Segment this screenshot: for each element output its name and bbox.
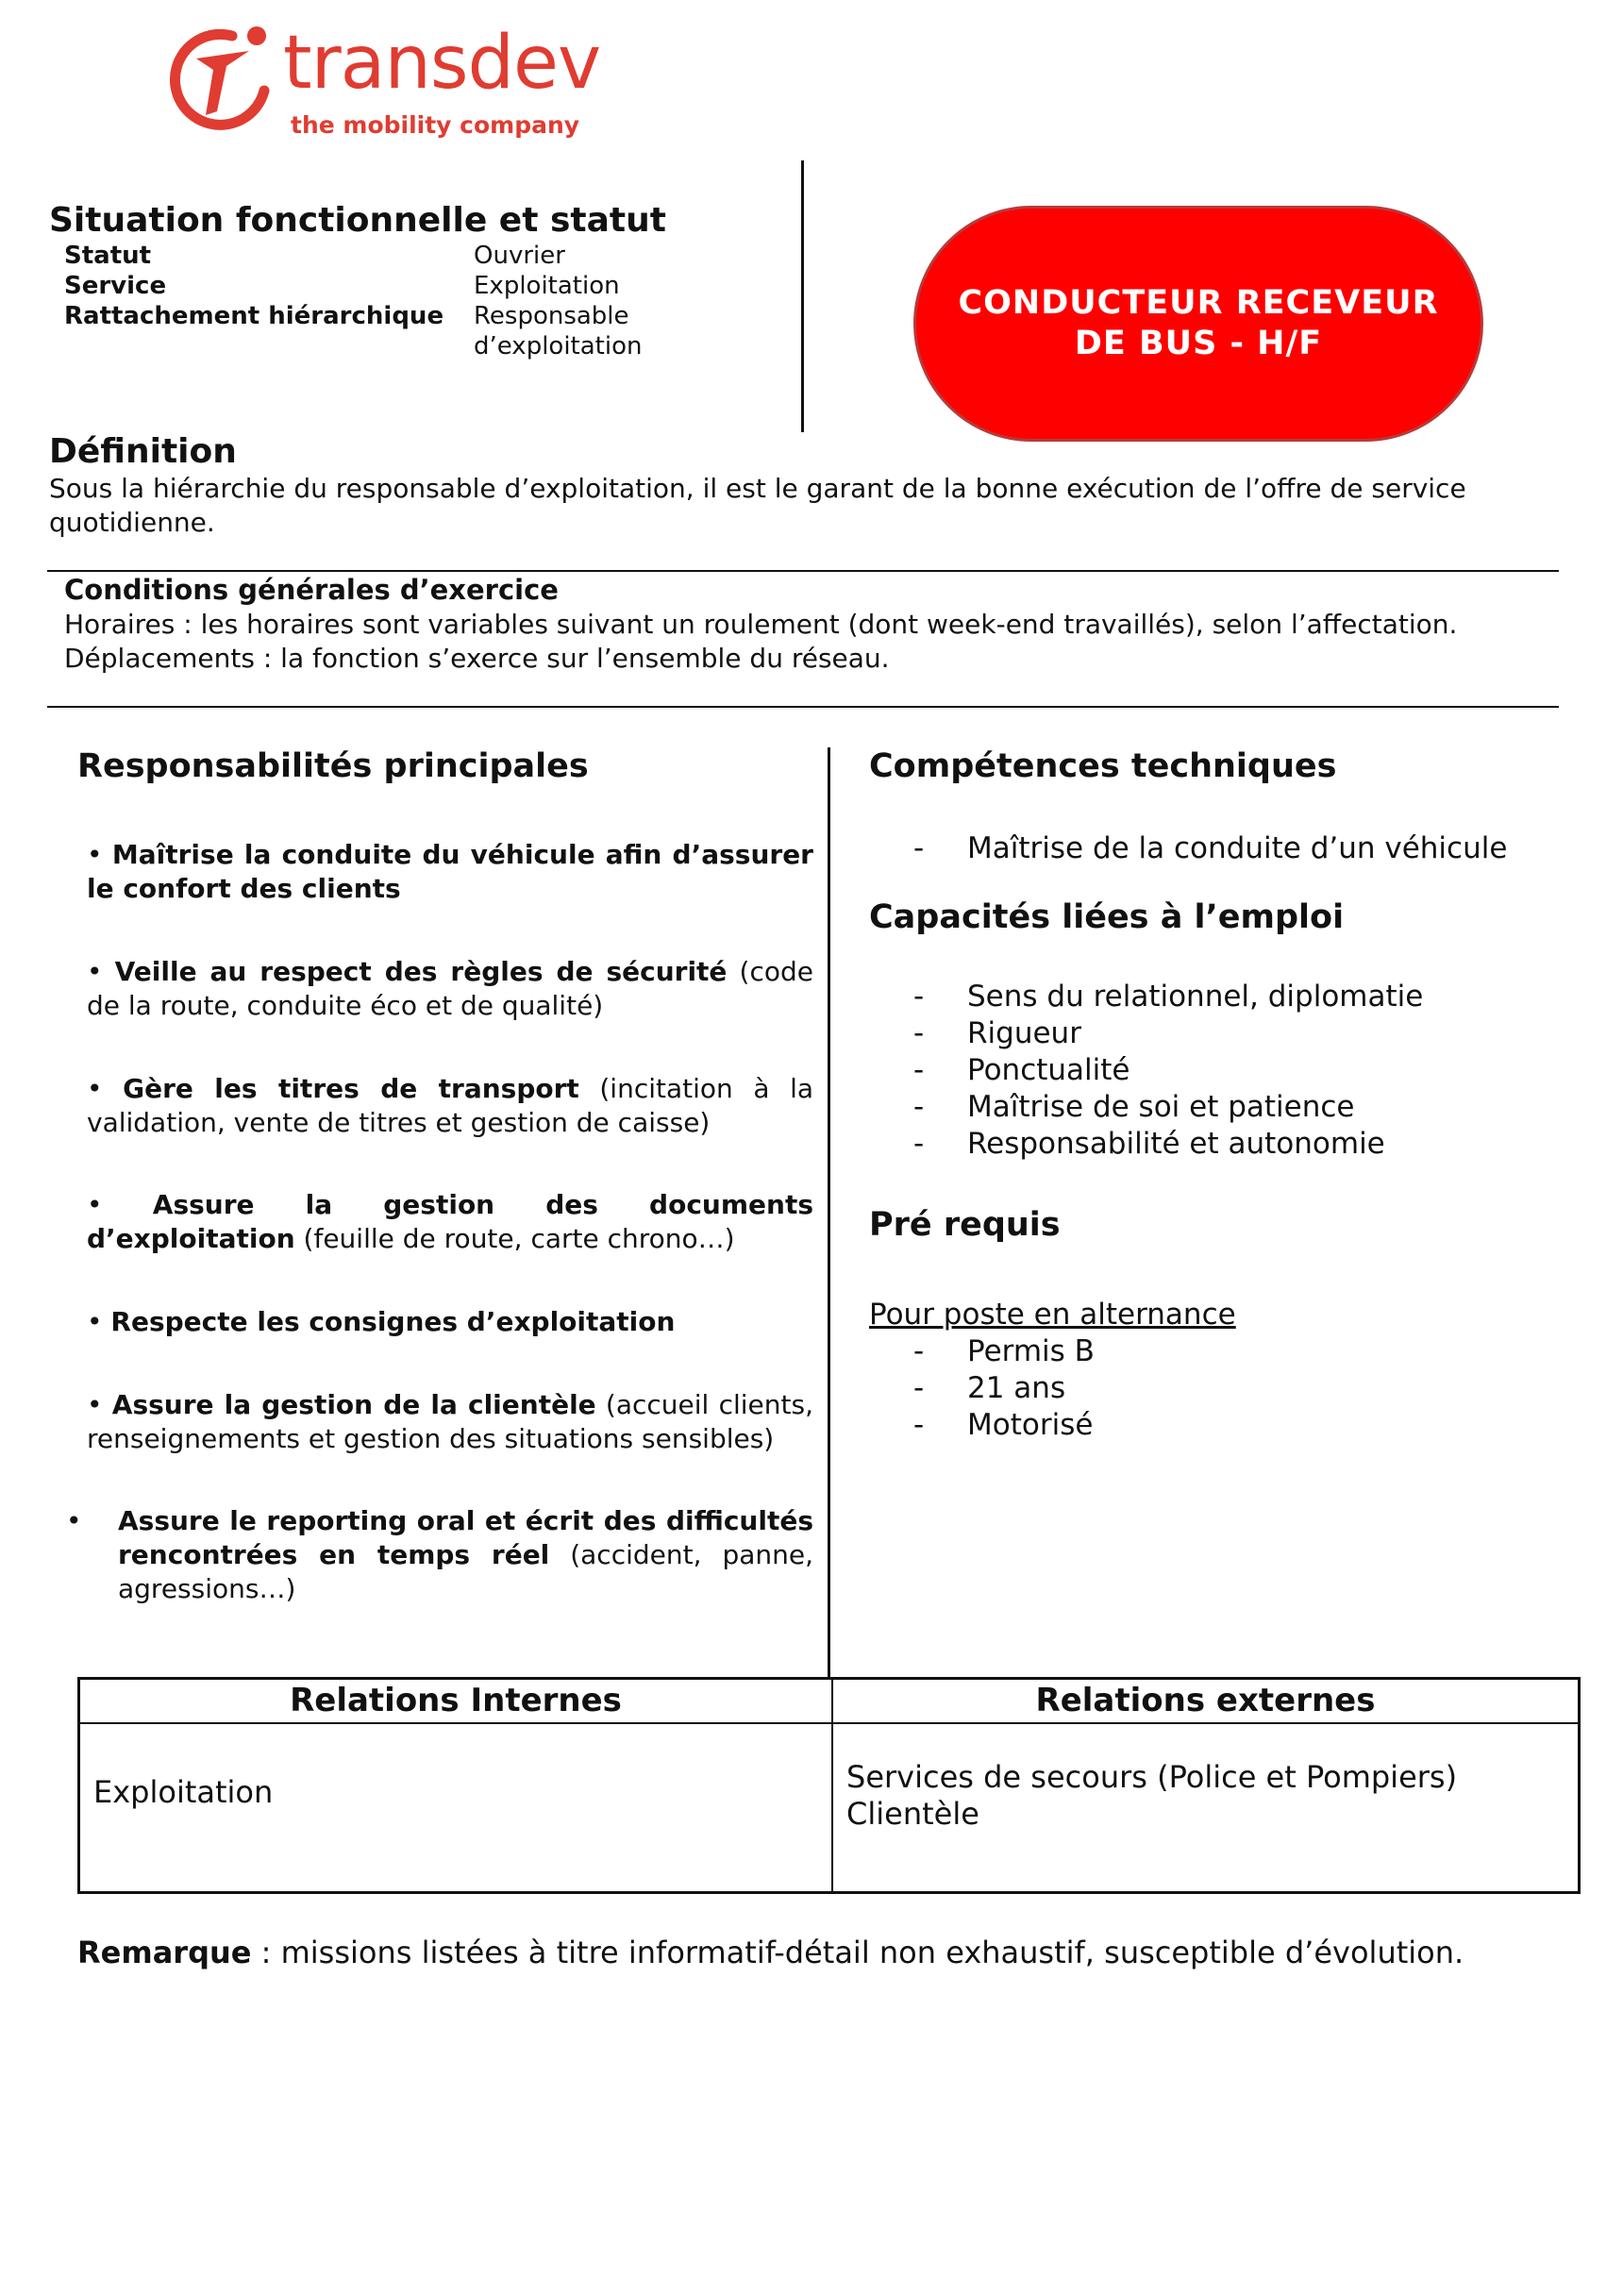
responsibility-rest: (code de la route, conduite éco et de qualité) bbox=[87, 956, 813, 1021]
responsibility-bold: Assure la gestion de la clientèle bbox=[111, 1389, 596, 1420]
service-value: Exploitation bbox=[474, 272, 620, 300]
internal-relations-header: Relations Internes bbox=[80, 1680, 831, 1724]
responsibility-item: • Respecte les consignes d’exploitation bbox=[87, 1306, 676, 1337]
list-item: - Responsabilité et autonomie bbox=[913, 1127, 1385, 1161]
internal-relations-value: Exploitation bbox=[93, 1774, 274, 1810]
prerequisites-list bbox=[913, 1333, 1095, 1444]
conditions-top-rule bbox=[47, 570, 1559, 572]
list-item: - 21 ans bbox=[913, 1371, 1066, 1405]
list-item: - Ponctualité bbox=[913, 1053, 1130, 1087]
responsibility-rest: (feuille de route, carte chrono…) bbox=[294, 1223, 735, 1254]
conditions-line1: Horaires : les horaires sont variables suivant un roulement (dont week-end travaillés), selon l’affectation. bbox=[64, 609, 1458, 640]
definition-line2: quotidienne. bbox=[49, 507, 215, 538]
rattachement-value-continued: d’exploitation bbox=[474, 332, 643, 360]
responsibility-item: • Assure la gestion de la clientèle (accueil clients, renseignements et gestion des situations sensibles) bbox=[87, 1389, 813, 1454]
responsibility-bold: Assure la gestion des documents d’exploitation bbox=[87, 1189, 814, 1254]
responsibility-bold: Respecte les consignes d’exploitation bbox=[110, 1306, 676, 1337]
list-item: - Rigueur bbox=[913, 1016, 1081, 1050]
external-relations-line1: Services de secours (Police et Pompiers) bbox=[846, 1759, 1458, 1795]
technical-skills-list bbox=[913, 830, 1507, 867]
list-item: - Maîtrise de la conduite d’un véhicule bbox=[913, 831, 1508, 865]
responsibility-bold: Maîtrise la conduite du véhicule afin d’assurer le confort des clients bbox=[87, 839, 813, 904]
responsibility-item: • Assure la gestion des documents d’exploitation (feuille de route, carte chrono…) bbox=[87, 1189, 814, 1254]
conditions-title: Conditions générales d’exercice bbox=[64, 574, 559, 606]
rattachement-label: Rattachement hiérarchique bbox=[64, 302, 444, 330]
statut-value: Ouvrier bbox=[474, 242, 565, 270]
responsibility-rest: (accueil clients, renseignements et gestion des situations sensibles) bbox=[87, 1389, 813, 1454]
external-relations-header: Relations externes bbox=[833, 1680, 1578, 1724]
list-item: - Motorisé bbox=[913, 1408, 1094, 1442]
responsibility-rest: (accident, panne, agressions…) bbox=[118, 1539, 813, 1604]
header-title: Situation fonctionnelle et statut bbox=[49, 201, 666, 240]
job-title-line2: DE BUS - H/F bbox=[1074, 325, 1323, 362]
responsibility-item: • Gère les titres de transport (incitation à la validation, vente de titres et gestion de caisse) bbox=[87, 1073, 814, 1138]
prerequisites-title: Pré requis bbox=[869, 1206, 1061, 1244]
responsibility-rest: (incitation à la validation, vente de titres et gestion de caisse) bbox=[87, 1073, 814, 1138]
external-relations-line2: Clientèle bbox=[846, 1796, 979, 1832]
conditions-line2: Déplacements : la fonction s’exerce sur l’ensemble du réseau. bbox=[64, 643, 890, 674]
list-item: - Sens du relationnel, diplomatie bbox=[913, 980, 1424, 1014]
responsibility-item: • Veille au respect des règles de sécurité (code de la route, conduite éco et de qualité) bbox=[87, 956, 813, 1021]
service-label: Service bbox=[64, 272, 167, 300]
list-item: - Permis B bbox=[913, 1334, 1095, 1368]
abilities-list bbox=[913, 979, 1423, 1163]
abilities-title: Capacités liées à l’emploi bbox=[869, 898, 1345, 936]
definition-line1: Sous la hiérarchie du responsable d’exploitation, il est le garant de la bonne exécution de l’offre de service bbox=[49, 473, 1466, 504]
remark-label: Remarque bbox=[77, 1935, 252, 1970]
responsibility-bold: Gère les titres de transport bbox=[123, 1073, 579, 1104]
responsibility-bold: Assure le reporting oral et écrit des difficultés rencontrées en temps réel bbox=[118, 1505, 813, 1570]
bullet-icon: • bbox=[66, 1505, 82, 1536]
brand-tagline: the mobility company bbox=[291, 111, 580, 139]
relations-table bbox=[77, 1677, 1581, 1894]
responsibility-bold: Veille au respect des règles de sécurité bbox=[114, 956, 728, 987]
table-column-divider bbox=[831, 1680, 833, 1891]
runner-icon bbox=[159, 17, 281, 140]
header-divider bbox=[801, 160, 804, 432]
brand-name: transdev bbox=[283, 21, 601, 106]
definition-title: Définition bbox=[49, 432, 237, 471]
prerequisites-subtitle: Pour poste en alternance bbox=[869, 1298, 1236, 1332]
remark bbox=[77, 1935, 1464, 1970]
job-title-badge bbox=[913, 206, 1483, 442]
rattachement-value: Responsable bbox=[474, 302, 629, 330]
list-item: - Maîtrise de soi et patience bbox=[913, 1090, 1355, 1124]
responsibilities-title: Responsabilités principales bbox=[77, 747, 589, 785]
column-divider bbox=[828, 747, 830, 1677]
responsibility-item bbox=[66, 1504, 813, 1606]
technical-skills-title: Compétences techniques bbox=[869, 747, 1337, 785]
job-title-line1: CONDUCTEUR RECEVEUR bbox=[958, 284, 1439, 323]
conditions-bottom-rule bbox=[47, 706, 1559, 708]
statut-label: Statut bbox=[64, 242, 152, 270]
remark-text: : missions listées à titre informatif-détail non exhaustif, susceptible d’évolution. bbox=[251, 1935, 1464, 1970]
responsibility-item: • Maîtrise la conduite du véhicule afin d’assurer le confort des clients bbox=[87, 839, 813, 904]
